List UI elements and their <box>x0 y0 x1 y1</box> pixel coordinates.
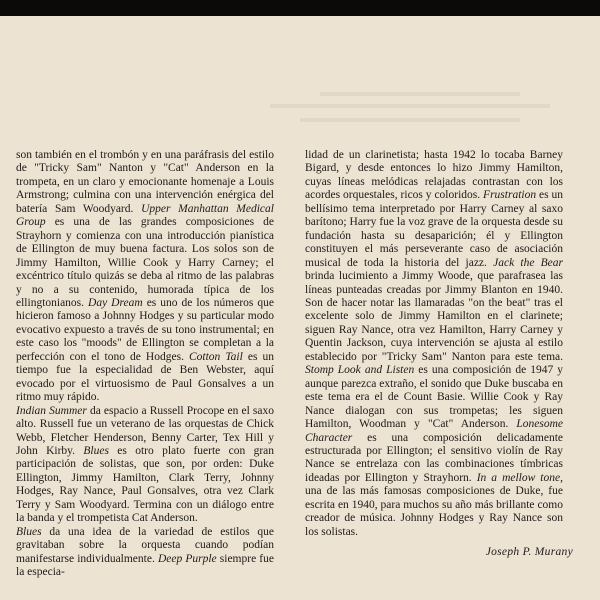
text-run: son también en el trombón y en una paráfrasis del estilo de "Tricky Sam" Nanton y "Cat" Anderson en la trompeta, en un claro y emocionante homenaje a Louis Armstrong; culmina con una intervención enérgica del batería Sam Woodyard. <box>16 149 274 215</box>
paragraph <box>16 149 274 405</box>
text-run: , una de las más famosas composiciones de Duke, fue escrita en 1940, para muchos su año más brillante como creador de música. Johnny Hodges y Ray Nance son los solistas. <box>305 471 563 538</box>
title-italic: Day Dream <box>88 296 143 309</box>
text-run: es una composición delicadamente estructurada por Ellington; el sensitivo violín de Ray Nance se entrelaza con las combinaciones tímbricas ideadas por Ellington y Strayhorn. <box>305 431 563 484</box>
top-border-bar <box>0 0 600 16</box>
text-run: es otro plato fuerte con gran participación de solistas, que son, por orden: Duke Ellington, Jimmy Hamilton, Clark Terry, Johnny Hodges, Ray Nance, Paul Gonsalves, otra vez Clark Terry y Sam Woodyard. Termina con un diálogo entre la banda y el trompetista Cat Anderson. <box>16 444 275 525</box>
title-italic: Upper Manhattan Medical Group <box>16 202 274 229</box>
paragraph <box>305 149 563 539</box>
left-column-text <box>16 149 274 580</box>
title-italic: Frustration <box>483 189 537 202</box>
author-signature: Joseph P. Murany <box>485 546 573 558</box>
text-run: brinda lucimiento a Jimmy Woode, que parafrasea las líneas punteadas creadas por Jimmy Blanton en 1940. Son de hacer notar las llamaradas "on the beat" tras el excelente solo de Jimmy Hamilton en el clarinete; siguen Ray Nance, otra vez Hamilton, Harry Carney y Quentin Jackson, cuya intervención se ajusta al estilo establecido por "Tricky Sam" Nanton para este tema. <box>305 270 563 363</box>
title-italic: Blues <box>83 444 109 457</box>
text-run: es un bellísimo tema interpretado por Harry Carney al saxo barítono; Harry fue la voz grave de la orquesta desde su fundación hasta su desaparición; él y Ellington constituyen el más perseverante caso de asociación musical de toda la historia del jazz. <box>305 189 563 269</box>
title-italic: Deep Purple <box>157 552 217 565</box>
text-run: siempre fue la especia- <box>16 552 274 579</box>
title-italic: Lonesome Character <box>305 418 563 444</box>
right-column-text <box>305 149 563 539</box>
text-run: es una composición de 1947 y aunque parezca extraño, el sonido que Duke buscaba en este tema era el de Count Basie. Willie Cook y Ray Nance dialogan con sus trompetas; les siguen Hamilton, Woodman y "Cat" Anderson. <box>305 364 563 431</box>
title-italic: Stomp Look and Listen <box>305 364 415 377</box>
title-italic: In a mellow tone <box>476 471 561 484</box>
paragraph <box>16 526 274 580</box>
title-italic: Indian Summer <box>16 404 87 417</box>
title-italic: Jack the Bear <box>493 256 563 269</box>
text-run: da espacio a Russell Procope en el saxo alto. Russell fue un veterano de las orquestas de Chick Webb, Fletcher Henderson, Benny Carter, Tex Hill y John Kirby. <box>16 404 274 457</box>
paragraph <box>16 405 274 526</box>
text-run: es un tiempo fue la especialidad de Ben Webster, aquí evocado por el virtuosismo de Paul Gonsalves a un ritmo muy rápido. <box>16 350 274 404</box>
text-run: da una idea de la variedad de estilos que gravitaban sobre la orquesta cuando podían manifestarse individualmente. <box>16 525 274 565</box>
title-italic: Cotton Tail <box>188 350 243 363</box>
title-italic: Blues <box>16 525 42 538</box>
text-run: es una de las grandes composiciones de Strayhorn y comienza con una introducción pianística de Ellington de muy buena factura. Los solos son de Jimmy Hamilton, Willie Cook y Harry Carney; el excéntrico título quizás se deba al ritmo de las palabras y no a su contenido, humorada típica de los ellingtonianos. <box>16 216 274 309</box>
text-run: es uno de los números que hicieron famoso a Johnny Hodges y su particular modo evocativo expuesto a través de su tono instrumental; en este caso los "moods" de Ellington se completan a la perfección con el tono de Hodges. <box>16 296 274 363</box>
text-run: lidad de un clarinetista; hasta 1942 lo tocaba Barney Bigard, y desde entonces lo hizo Jimmy Hamilton, cuyas líneas melódicas relajadas contrastan con los acordes orquestales, ricos y coloridos. <box>305 149 563 202</box>
